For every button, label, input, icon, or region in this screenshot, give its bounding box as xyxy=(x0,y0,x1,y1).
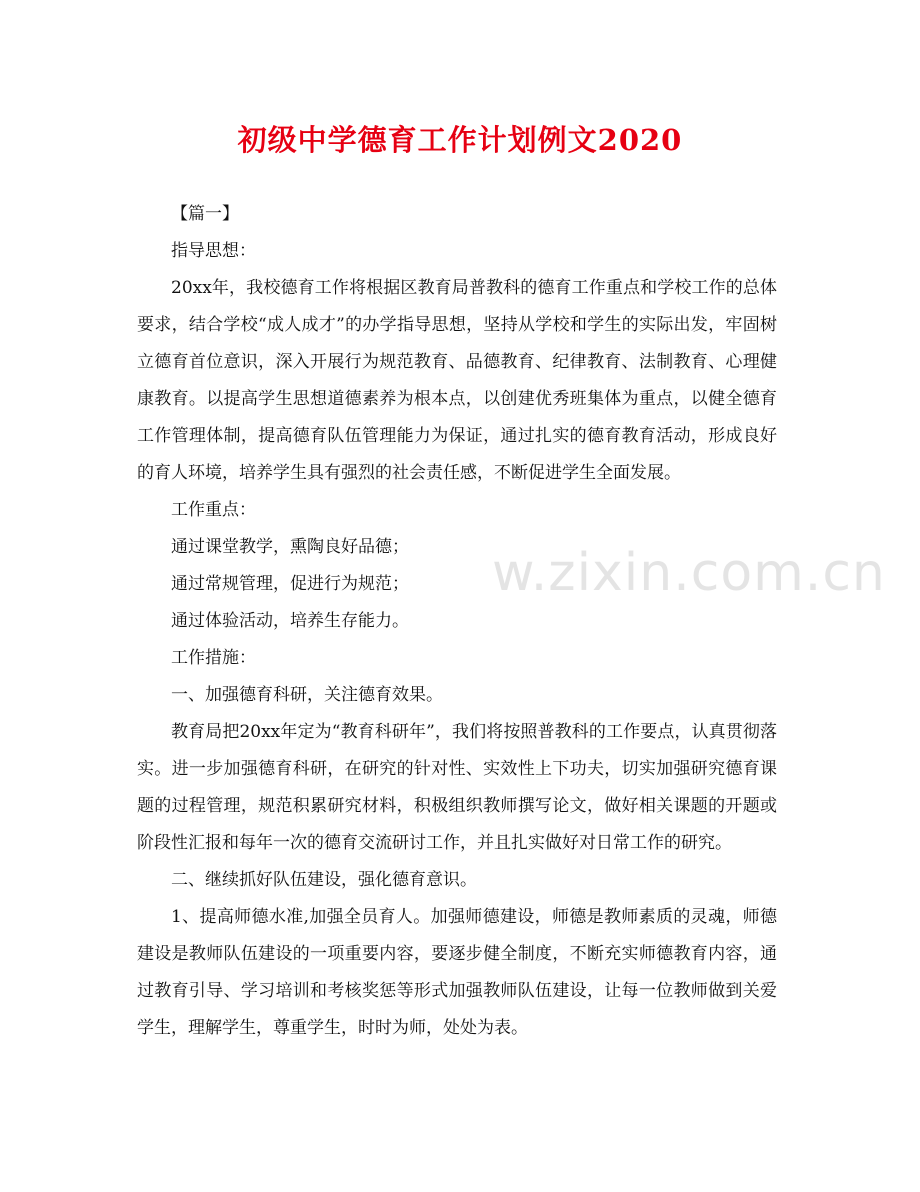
document-title: 初级中学德育工作计划例文2020 xyxy=(237,123,683,157)
heading-guiding-ideology: 指导思想： xyxy=(171,241,256,261)
paragraph-guiding-ideology: 20xx年，我校德育工作将根据区教育局普教科的德育工作重点和学校工作的总体要求，结合学校“成人成才”的办学指导思想，坚持从学校和学生的实际出发，牢固树立德育首位意识，深入开展行为规范教育、品德教育、纪律教育、法制教育、心理健康教育。以提高学生思想道德素养为根本点，以创建优秀班集体为重点，以健全德育工作管理体制，提高德育队伍管理能力为保证，通过扎实的德育教育活动，形成良好的育人环境，培养学生具有强烈的社会责任感，不断促进学生全面发展。 xyxy=(137,278,777,483)
measure-heading-two: 二、继续抓好队伍建设，强化德育意识。 xyxy=(171,870,477,890)
focus-item-classroom: 通过课堂教学，熏陶良好品德； xyxy=(171,537,409,557)
measure-heading-one: 一、加强德育科研，关注德育效果。 xyxy=(171,685,443,705)
watermark: w.zixin.com.cn xyxy=(492,543,886,603)
paragraph-teacher-ethics: 1、提高师德水准,加强全员育人。加强师德建设，师德是教师素质的灵魂，师德建设是教师队伍建设的一项重要内容，要逐步健全制度，不断充实师德教育内容，通过教育引导、学习培训和考核奖惩等形式加强教师队伍建设，让每一位教师做到关爱学生，理解学生，尊重学生，时时为师，处处为表。 xyxy=(137,907,777,1038)
heading-work-measures: 工作措施： xyxy=(171,648,256,668)
section-heading-part-one: 【篇一】 xyxy=(171,204,239,224)
paragraph-research: 教育局把20xx年定为“教育科研年”，我们将按照普教科的工作要点，认真贯彻落实。进一步加强德育科研，在研究的针对性、实效性上下功夫，切实加强研究德育课题的过程管理，规范积累研究材料，积极组织教师撰写论文，做好相关课题的开题或阶段性汇报和每年一次的德育交流研讨工作，并且扎实做好对日常工作的研究。 xyxy=(137,722,777,853)
focus-item-management: 通过常规管理，促进行为规范； xyxy=(171,574,409,594)
focus-item-activities: 通过体验活动，培养生存能力。 xyxy=(171,611,409,631)
document-body xyxy=(137,196,777,1047)
heading-work-focus: 工作重点： xyxy=(171,500,256,520)
